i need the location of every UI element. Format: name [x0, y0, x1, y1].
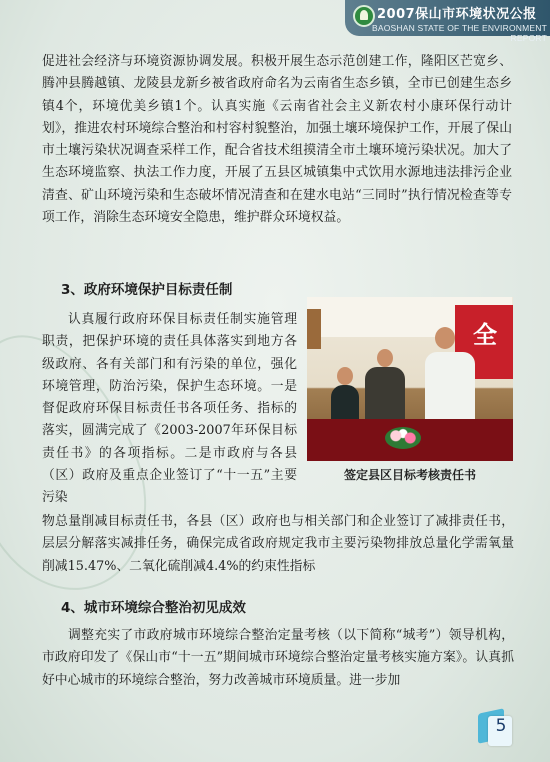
body-paragraph-1: 促进社会经济与环境资源协调发展。积极开展生态示范创建工作，隆阳区芒宽乡、腾冲县腾越镇、龙陵县龙新乡被省政府命名为云南省生态乡镇，全市已创建生态乡镇4个，环境优美乡镇1个。认真实施《云南省社会主义新农村小康环保行动计划》，推进农村环境综合整治和村容村貌整治，加强土壤环境保护工作，开展了保山市土壤污染状况调查采样工作，配合省技术组摸清全市土壤环境污染状况。加大了生态环境监察、执法工作力度，开展了五县区城镇集中式饮用水源地违法排污企业清查、矿山环境污染和生态破坏情况清查和在建水电站“三同时”执行情况检查等专项工作，消除生态环境安全隐患，维护群众环境权益。 [42, 54, 512, 226]
photo-caption: 签定县区目标考核责任书 [343, 468, 476, 482]
photo-banner-text: 全 [473, 321, 497, 349]
section-heading-3: 3、政府环境保护目标责任制 [61, 282, 233, 298]
signing-ceremony-photo [307, 297, 513, 461]
photo-wall-picture [307, 309, 321, 349]
report-title: 2007保山市环境状况公报 [377, 7, 537, 22]
photo-flowers [385, 427, 421, 449]
photo-person-man-white-head [435, 327, 455, 349]
photo-person-man-dark-head [377, 349, 393, 367]
report-subtitle: BAOSHAN STATE OF THE ENVIRONMENT REPORT [371, 23, 547, 43]
body-paragraph-3: 调整充实了市政府城市环境综合整治定量考核（以下简称“城考”）领导机构，市政府印发了《保山市“十一五”期间城市环境综合整治定量考核实施方案》。认真抓好中心城市的环境综合整治，努力改善城市环境质量。进一步加 [42, 628, 514, 688]
page-number: 5 [495, 716, 507, 736]
photo-person-woman-head [337, 367, 353, 385]
body-paragraph-2-full: 物总量削减目标责任书，各县（区）政府也与相关部门和企业签订了减排责任书，层层分解落实减排任务，确保完成省政府规定我市主要污染物排放总量化学需氧量削减15.47%、二氧化硫削减4.4%的约束性指标 [42, 514, 514, 574]
body-paragraph-2-left: 认真履行政府环保目标责任制实施管理职责，把保护环境的责任具体落实到地方各级政府、各有关部门和有污染的单位，强化环境管理，防治污染，保护生态环境。一是督促政府环保目标责任书各项任务、指标的落实，圆满完成了《2003-2007年环保目标责任书》的各项指标。二是市政府与各县（区）政府及重点企业签订了“十一五”主要污染 [42, 312, 297, 506]
report-header [345, 0, 550, 43]
section-heading-4: 4、城市环境综合整治初见成效 [61, 600, 246, 616]
